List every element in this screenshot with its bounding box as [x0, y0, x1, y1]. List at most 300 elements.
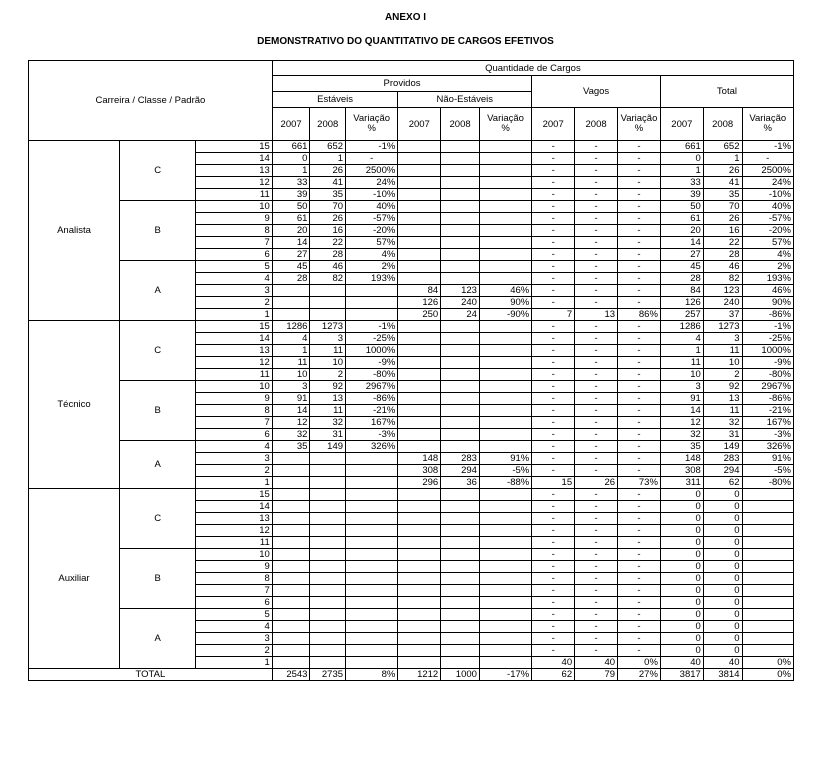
vagos-variacao-cell: - — [618, 573, 661, 585]
nao-estaveis-2008-cell — [441, 501, 480, 513]
total-2007-cell: 84 — [660, 285, 703, 297]
total-2007-cell: 40 — [660, 657, 703, 669]
total-variacao-cell: -21% — [742, 405, 794, 417]
classe-cell: B — [120, 201, 196, 261]
padrao-cell: 4 — [196, 621, 272, 633]
nao-estaveis-variacao-cell — [479, 489, 531, 501]
vagos-variacao-cell: - — [618, 465, 661, 477]
nao-estaveis-2008-cell — [441, 225, 480, 237]
total-variacao-cell: 57% — [742, 237, 794, 249]
vagos-variacao-cell: - — [618, 177, 661, 189]
total-2008-cell: 22 — [703, 237, 742, 249]
classe-cell: A — [120, 261, 196, 321]
estaveis-2008-cell: 41 — [310, 177, 346, 189]
estaveis-2007-cell — [272, 489, 310, 501]
estaveis-variacao-cell: 4% — [346, 249, 398, 261]
estaveis-2008-cell: 149 — [310, 441, 346, 453]
vagos-2008-cell: - — [575, 249, 618, 261]
nao-estaveis-2007-cell — [398, 381, 441, 393]
vagos-2007-cell: - — [532, 489, 575, 501]
estaveis-variacao-cell — [346, 561, 398, 573]
padrao-cell: 9 — [196, 561, 272, 573]
total-2008-cell: 1273 — [703, 321, 742, 333]
total-2007-cell: 0 — [660, 537, 703, 549]
nao-estaveis-variacao-cell — [479, 369, 531, 381]
nao-estaveis-2008-cell — [441, 237, 480, 249]
vagos-variacao-cell: - — [618, 297, 661, 309]
vagos-2007-cell: - — [532, 165, 575, 177]
nao-estaveis-2007-cell — [398, 261, 441, 273]
nao-estaveis-2008-cell — [441, 249, 480, 261]
vagos-2007-cell: - — [532, 405, 575, 417]
estaveis-2007-cell — [272, 657, 310, 669]
vagos-2008-cell: - — [575, 525, 618, 537]
estaveis-2008-cell — [310, 477, 346, 489]
classe-cell: C — [120, 321, 196, 381]
total-2007-cell: 1 — [660, 165, 703, 177]
table-row — [29, 201, 794, 213]
variacao-label: Variação — [749, 113, 787, 124]
vagos-2007-cell: - — [532, 645, 575, 657]
padrao-cell: 8 — [196, 573, 272, 585]
total-2008-cell: 0 — [703, 609, 742, 621]
estaveis-2008-cell: 26 — [310, 213, 346, 225]
total-2008-cell: 123 — [703, 285, 742, 297]
estaveis-2007-cell — [272, 549, 310, 561]
estaveis-2008-cell — [310, 609, 346, 621]
vagos-2007-cell: - — [532, 381, 575, 393]
vagos-2007-cell: 40 — [532, 657, 575, 669]
estaveis-2008-cell — [310, 513, 346, 525]
estaveis-2008-cell: 2 — [310, 369, 346, 381]
estaveis-2008-cell: 16 — [310, 225, 346, 237]
vagos-variacao-cell: - — [618, 501, 661, 513]
total-2008-cell: 70 — [703, 201, 742, 213]
vagos-2007-cell: - — [532, 261, 575, 273]
vagos-2008-cell: - — [575, 441, 618, 453]
padrao-cell: 11 — [196, 537, 272, 549]
total-2008-cell: 240 — [703, 297, 742, 309]
vagos-2008-cell: - — [575, 141, 618, 153]
total-2008-header: 2008 — [703, 108, 742, 141]
total-variacao-cell: -80% — [742, 477, 794, 489]
total-2008-cell: 0 — [703, 573, 742, 585]
estaveis-variacao-cell: 1000% — [346, 345, 398, 357]
padrao-cell: 10 — [196, 381, 272, 393]
nao-estaveis-2007-cell — [398, 609, 441, 621]
estaveis-variacao-cell — [346, 477, 398, 489]
padrao-cell: 13 — [196, 345, 272, 357]
total-variacao-cell — [742, 573, 794, 585]
nao-estaveis-variacao-cell — [479, 381, 531, 393]
nao-estaveis-2008-cell — [441, 381, 480, 393]
vagos-2007-cell: - — [532, 237, 575, 249]
total-cell: 27% — [618, 669, 661, 681]
total-2007-cell: 1286 — [660, 321, 703, 333]
vagos-2007-cell: - — [532, 225, 575, 237]
total-2008-cell: 0 — [703, 501, 742, 513]
table-row — [29, 261, 794, 273]
estaveis-2007-cell: 20 — [272, 225, 310, 237]
estaveis-variacao-cell: 326% — [346, 441, 398, 453]
vagos-2007-cell: - — [532, 273, 575, 285]
total-2008-cell: 46 — [703, 261, 742, 273]
total-cell: 3817 — [660, 669, 703, 681]
total-2008-cell: 62 — [703, 477, 742, 489]
total-2007-cell: 1 — [660, 345, 703, 357]
nao-estaveis-2008-cell — [441, 177, 480, 189]
vagos-2008-cell: - — [575, 345, 618, 357]
nao-estaveis-2007-cell — [398, 489, 441, 501]
total-2007-cell: 0 — [660, 597, 703, 609]
vagos-2008-cell: - — [575, 213, 618, 225]
estaveis-2008-cell — [310, 573, 346, 585]
vagos-2008-cell: - — [575, 609, 618, 621]
variacao-percent-label: % — [367, 123, 376, 134]
total-2008-cell: 283 — [703, 453, 742, 465]
carreira-cell: Auxiliar — [29, 489, 120, 669]
variacao-label: Variação — [620, 113, 658, 124]
vagos-2008-cell: - — [575, 321, 618, 333]
vagos-2008-cell: - — [575, 165, 618, 177]
vagos-2008-cell: 40 — [575, 657, 618, 669]
vagos-2008-cell: - — [575, 645, 618, 657]
estaveis-2008-cell: 11 — [310, 345, 346, 357]
nao-estaveis-2008-cell — [441, 153, 480, 165]
nao-estaveis-2007-cell — [398, 321, 441, 333]
nao-estaveis-2007-cell — [398, 537, 441, 549]
padrao-cell: 12 — [196, 177, 272, 189]
total-2007-cell: 257 — [660, 309, 703, 321]
nao-estaveis-2008-cell — [441, 189, 480, 201]
estaveis-2007-cell — [272, 573, 310, 585]
total-2007-cell: 661 — [660, 141, 703, 153]
estaveis-2007-cell — [272, 597, 310, 609]
vagos-variacao-cell: - — [618, 213, 661, 225]
total-2007-cell: 0 — [660, 573, 703, 585]
vagos-2007-cell: - — [532, 621, 575, 633]
estaveis-2007-cell: 10 — [272, 369, 310, 381]
estaveis-2008-cell — [310, 537, 346, 549]
total-2008-cell: 0 — [703, 537, 742, 549]
total-variacao-cell: -1% — [742, 141, 794, 153]
total-2008-cell: 26 — [703, 165, 742, 177]
total-2007-cell: 0 — [660, 621, 703, 633]
nao-estaveis-2008-cell — [441, 201, 480, 213]
total-2007-cell: 14 — [660, 237, 703, 249]
total-variacao-cell: -86% — [742, 309, 794, 321]
total-variacao-cell: -9% — [742, 357, 794, 369]
vagos-variacao-cell: - — [618, 285, 661, 297]
total-2007-cell: 0 — [660, 561, 703, 573]
total-variacao-cell — [742, 585, 794, 597]
total-2008-cell: 0 — [703, 549, 742, 561]
cargos-table — [28, 60, 794, 681]
vagos-2007-cell: - — [532, 249, 575, 261]
nao-estaveis-variacao-cell: -5% — [479, 465, 531, 477]
total-variacao-cell — [742, 645, 794, 657]
nao-estaveis-variacao-cell — [479, 405, 531, 417]
vagos-2008-cell: - — [575, 273, 618, 285]
padrao-cell: 2 — [196, 645, 272, 657]
total-2007-cell: 0 — [660, 153, 703, 165]
total-2007-cell: 32 — [660, 429, 703, 441]
estaveis-2008-cell — [310, 561, 346, 573]
estaveis-2008-cell: 92 — [310, 381, 346, 393]
nao-estaveis-2007-cell — [398, 525, 441, 537]
vagos-variacao-cell: - — [618, 513, 661, 525]
vagos-2007-cell: - — [532, 297, 575, 309]
total-variacao-cell: 46% — [742, 285, 794, 297]
vagos-variacao-cell: - — [618, 405, 661, 417]
nao-estaveis-2008-cell — [441, 561, 480, 573]
nao-estaveis-2008-cell — [441, 321, 480, 333]
nao-estaveis-2008-cell — [441, 333, 480, 345]
padrao-cell: 5 — [196, 261, 272, 273]
estaveis-2007-cell — [272, 501, 310, 513]
padrao-cell: 1 — [196, 309, 272, 321]
estaveis-2007-cell — [272, 513, 310, 525]
vagos-variacao-cell: - — [618, 261, 661, 273]
vagos-2008-cell: - — [575, 369, 618, 381]
nao-estaveis-2007-cell — [398, 621, 441, 633]
total-2007-cell: 50 — [660, 201, 703, 213]
estaveis-variacao-cell: -21% — [346, 405, 398, 417]
estaveis-2007-header: 2007 — [272, 108, 310, 141]
total-2007-cell: 0 — [660, 633, 703, 645]
padrao-cell: 12 — [196, 357, 272, 369]
variacao-label: Variação — [353, 113, 391, 124]
nao-estaveis-variacao-cell — [479, 633, 531, 645]
total-variacao-cell: 326% — [742, 441, 794, 453]
classe-cell: A — [120, 609, 196, 669]
nao-estaveis-2007-cell — [398, 189, 441, 201]
total-variacao-cell — [742, 489, 794, 501]
padrao-cell: 3 — [196, 285, 272, 297]
vagos-2008-cell: - — [575, 237, 618, 249]
table-row — [29, 609, 794, 621]
total-2007-cell: 28 — [660, 273, 703, 285]
estaveis-2007-cell: 27 — [272, 249, 310, 261]
total-cell: 2543 — [272, 669, 310, 681]
vagos-2007-header: 2007 — [532, 108, 575, 141]
padrao-cell: 6 — [196, 249, 272, 261]
total-2008-cell: 32 — [703, 417, 742, 429]
vagos-variacao-cell: - — [618, 561, 661, 573]
vagos-2007-cell: - — [532, 501, 575, 513]
total-2008-cell: 1 — [703, 153, 742, 165]
total-2007-header: 2007 — [660, 108, 703, 141]
vagos-variacao-cell: - — [618, 633, 661, 645]
padrao-cell: 4 — [196, 441, 272, 453]
nao-estaveis-variacao-cell — [479, 393, 531, 405]
estaveis-variacao-cell: 57% — [346, 237, 398, 249]
estaveis-2008-cell — [310, 309, 346, 321]
nao-estaveis-variacao-cell — [479, 333, 531, 345]
nao-estaveis-variacao-cell — [479, 237, 531, 249]
vagos-2007-cell: - — [532, 525, 575, 537]
vagos-2008-cell: - — [575, 153, 618, 165]
nao-estaveis-2008-cell — [441, 429, 480, 441]
vagos-2007-cell: - — [532, 153, 575, 165]
vagos-variacao-cell: - — [618, 417, 661, 429]
total-variacao-cell — [742, 537, 794, 549]
vagos-2008-cell: - — [575, 585, 618, 597]
total-variacao-cell: -25% — [742, 333, 794, 345]
vagos-2008-cell: - — [575, 357, 618, 369]
vagos-variacao-cell: - — [618, 381, 661, 393]
classe-cell: B — [120, 549, 196, 609]
nao-estaveis-variacao-cell: 46% — [479, 285, 531, 297]
quantidade-header: Quantidade de Cargos — [272, 61, 793, 76]
nao-estaveis-2007-cell — [398, 597, 441, 609]
vagos-variacao-cell: - — [618, 369, 661, 381]
vagos-variacao-cell: - — [618, 153, 661, 165]
total-2007-cell: 27 — [660, 249, 703, 261]
estaveis-variacao-cell: 2967% — [346, 381, 398, 393]
estaveis-2007-cell: 28 — [272, 273, 310, 285]
nao-estaveis-variacao-cell — [479, 657, 531, 669]
vagos-2008-cell: - — [575, 621, 618, 633]
vagos-2008-cell: - — [575, 537, 618, 549]
vagos-2008-cell: - — [575, 597, 618, 609]
total-2008-cell: 149 — [703, 441, 742, 453]
vagos-2007-cell: - — [532, 573, 575, 585]
vagos-2007-cell: - — [532, 609, 575, 621]
estaveis-2007-cell — [272, 285, 310, 297]
estaveis-2007-cell — [272, 633, 310, 645]
nao-estaveis-variacao-header — [479, 108, 531, 141]
nao-estaveis-variacao-cell — [479, 321, 531, 333]
estaveis-variacao-cell — [346, 297, 398, 309]
variacao-percent-label: % — [634, 123, 644, 134]
padrao-cell: 7 — [196, 585, 272, 597]
total-2007-cell: 10 — [660, 369, 703, 381]
padrao-cell: 10 — [196, 549, 272, 561]
vagos-2007-cell: - — [532, 417, 575, 429]
total-variacao-cell: -1% — [742, 321, 794, 333]
total-2007-cell: 11 — [660, 357, 703, 369]
vagos-variacao-cell: - — [618, 453, 661, 465]
vagos-2008-cell: - — [575, 501, 618, 513]
nao-estaveis-variacao-cell — [479, 345, 531, 357]
nao-estaveis-variacao-cell — [479, 417, 531, 429]
estaveis-2007-cell: 39 — [272, 189, 310, 201]
padrao-cell: 1 — [196, 657, 272, 669]
nao-estaveis-2008-cell — [441, 585, 480, 597]
nao-estaveis-2007-cell — [398, 633, 441, 645]
total-2008-cell: 16 — [703, 225, 742, 237]
vagos-2008-cell: - — [575, 225, 618, 237]
estaveis-variacao-cell: 167% — [346, 417, 398, 429]
vagos-2007-cell: - — [532, 561, 575, 573]
padrao-cell: 12 — [196, 525, 272, 537]
vagos-2008-cell: - — [575, 405, 618, 417]
total-variacao-cell: 90% — [742, 297, 794, 309]
nao-estaveis-2008-cell — [441, 393, 480, 405]
vagos-2008-cell: - — [575, 333, 618, 345]
total-2007-cell: 12 — [660, 417, 703, 429]
estaveis-2007-cell: 11 — [272, 357, 310, 369]
estaveis-2007-cell: 12 — [272, 417, 310, 429]
estaveis-2008-cell: 10 — [310, 357, 346, 369]
estaveis-variacao-cell — [346, 645, 398, 657]
total-2007-cell: 14 — [660, 405, 703, 417]
nao-estaveis-2007-cell — [398, 645, 441, 657]
estaveis-2007-cell — [272, 453, 310, 465]
nao-estaveis-2008-cell — [441, 441, 480, 453]
estaveis-2007-cell: 50 — [272, 201, 310, 213]
vagos-variacao-cell: - — [618, 273, 661, 285]
nao-estaveis-2007-cell — [398, 225, 441, 237]
classe-cell: C — [120, 141, 196, 201]
estaveis-variacao-cell — [346, 309, 398, 321]
total-2007-cell: 39 — [660, 189, 703, 201]
nao-estaveis-variacao-cell — [479, 621, 531, 633]
vagos-2007-cell: - — [532, 213, 575, 225]
estaveis-2007-cell — [272, 621, 310, 633]
nao-estaveis-2007-cell — [398, 369, 441, 381]
vagos-variacao-cell: 73% — [618, 477, 661, 489]
providos-header: Providos — [272, 76, 531, 92]
vagos-2007-cell: - — [532, 321, 575, 333]
annex-title: ANEXO I — [384, 12, 427, 23]
estaveis-variacao-cell: 2500% — [346, 165, 398, 177]
total-2008-cell: 11 — [703, 405, 742, 417]
total-2007-cell: 148 — [660, 453, 703, 465]
estaveis-2008-cell: 1273 — [310, 321, 346, 333]
total-2007-cell: 0 — [660, 489, 703, 501]
estaveis-2007-cell — [272, 645, 310, 657]
estaveis-variacao-cell — [346, 597, 398, 609]
padrao-cell: 14 — [196, 501, 272, 513]
nao-estaveis-2007-cell — [398, 561, 441, 573]
vagos-variacao-cell: - — [618, 321, 661, 333]
vagos-2008-cell: - — [575, 549, 618, 561]
vagos-variacao-cell: - — [618, 429, 661, 441]
estaveis-variacao-cell — [346, 525, 398, 537]
vagos-variacao-cell: - — [618, 165, 661, 177]
vagos-2008-cell: - — [575, 285, 618, 297]
estaveis-2008-cell — [310, 285, 346, 297]
estaveis-2008-cell — [310, 465, 346, 477]
nao-estaveis-2008-cell — [441, 633, 480, 645]
vagos-2008-cell: - — [575, 453, 618, 465]
nao-estaveis-2007-cell — [398, 273, 441, 285]
total-2007-cell: 308 — [660, 465, 703, 477]
vagos-2008-cell: - — [575, 201, 618, 213]
nao-estaveis-header: Não-Estáveis — [398, 92, 532, 108]
estaveis-variacao-cell — [346, 489, 398, 501]
nao-estaveis-2008-cell — [441, 213, 480, 225]
estaveis-variacao-cell — [346, 657, 398, 669]
estaveis-2007-cell — [272, 309, 310, 321]
vagos-2008-cell: - — [575, 561, 618, 573]
estaveis-variacao-cell: -10% — [346, 189, 398, 201]
nao-estaveis-2008-cell — [441, 357, 480, 369]
estaveis-variacao-cell: -1% — [346, 321, 398, 333]
total-variacao-cell: - — [742, 153, 794, 165]
total-2008-cell: 0 — [703, 645, 742, 657]
total-2008-cell: 0 — [703, 561, 742, 573]
total-2008-cell: 294 — [703, 465, 742, 477]
nao-estaveis-variacao-cell — [479, 177, 531, 189]
table-row — [29, 489, 794, 501]
nao-estaveis-2008-cell — [441, 549, 480, 561]
vagos-variacao-cell: - — [618, 357, 661, 369]
estaveis-variacao-cell — [346, 513, 398, 525]
total-variacao-cell: -57% — [742, 213, 794, 225]
